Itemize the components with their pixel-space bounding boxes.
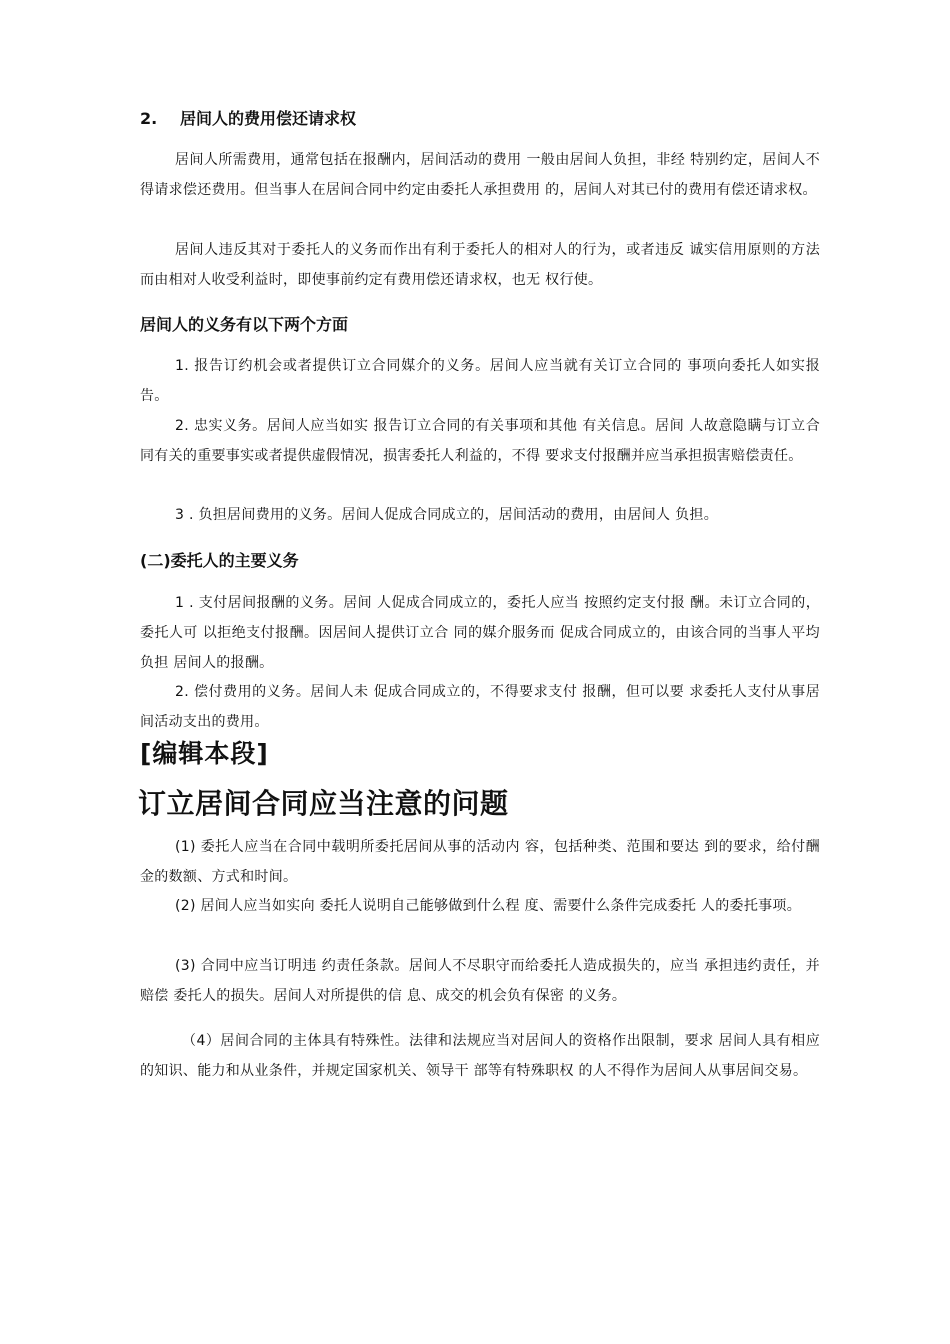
section-heading: 居间人的义务有以下两个方面	[140, 315, 349, 334]
list-item: 1. 报告订约机会或者提供订立合同媒介的义务。居间人应当就有关订立合同的 事项向委托人如实报告。	[140, 358, 820, 404]
paragraph: 居间人违反其对于委托人的义务而作出有利于委托人的相对人的行为，或者违反 诚实信用原则的方法而由相对人收受利益时，即使事前约定有费用偿还请求权，也无 权行使。	[140, 242, 820, 288]
list-item: 3 . 负担居间费用的义务。居间人促成合同成立的，居间活动的费用，由居间人 负担。	[175, 507, 719, 523]
section-heading	[140, 106, 356, 129]
list-item: (1) 委托人应当在合同中载明所委托居间从事的活动内 容，包括种类、范围和要达 到的要求，给付酬金的数额、方式和时间。	[140, 839, 820, 885]
section-number: 2.	[140, 109, 158, 128]
list-item: (2) 居间人应当如实向 委托人说明自己能够做到什么程 度、需要什么条件完成委托 人的委托事项。	[175, 898, 802, 914]
paragraph: 居间人所需费用，通常包括在报酬内，居间活动的费用 一般由居间人负担，非经 特别约定，居间人不得请求偿还费用。但当事人在居间合同中约定由委托人承担费用 的，居间人对其已付的费用有偿还请求权。	[140, 152, 820, 198]
section-heading: (二)委托人的主要义务	[140, 551, 299, 570]
list-item: 2. 忠实义务。居间人应当如实 报告订立合同的有关事项和其他 有关信息。居间 人故意隐瞒与订立合同有关的重要事实或者提供虚假情况，损害委托人利益的，不得 要求支付报酬并应当承担损害赔偿责任。	[140, 418, 820, 464]
list-item: （4）居间合同的主体具有特殊性。法律和法规应当对居间人的资格作出限制，要求 居间人具有相应的知识、能力和从业条件，并规定国家机关、领导干 部等有特殊职权 的人不得作为居间人从事居间交易。	[140, 1033, 820, 1079]
edit-section-link[interactable]: [编辑本段]	[140, 739, 269, 768]
section-title: 居间人的费用偿还请求权	[180, 109, 357, 128]
page-title: 订立居间合同应当注意的问题	[138, 787, 509, 820]
list-item: (3) 合同中应当订明违 约责任条款。居间人不尽职守而给委托人造成损失的，应当 承担违约责任，并赔偿 委托人的损失。居间人对所提供的信 息、成交的机会负有保密 的义务。	[140, 958, 820, 1004]
list-item: 1 . 支付居间报酬的义务。居间 人促成合同成立的，委托人应当 按照约定支付报 酬。未订立合同的，委托人可 以拒绝支付报酬。因居间人提供订立合 同的媒介服务而 促成合同成立的，由该合同的当事人平均负担 居间人的报酬。	[140, 595, 820, 671]
list-item: 2. 偿付费用的义务。居间人未 促成合同成立的，不得要求支付 报酬，但可以要 求委托人支付从事居间活动支出的费用。	[140, 684, 820, 730]
